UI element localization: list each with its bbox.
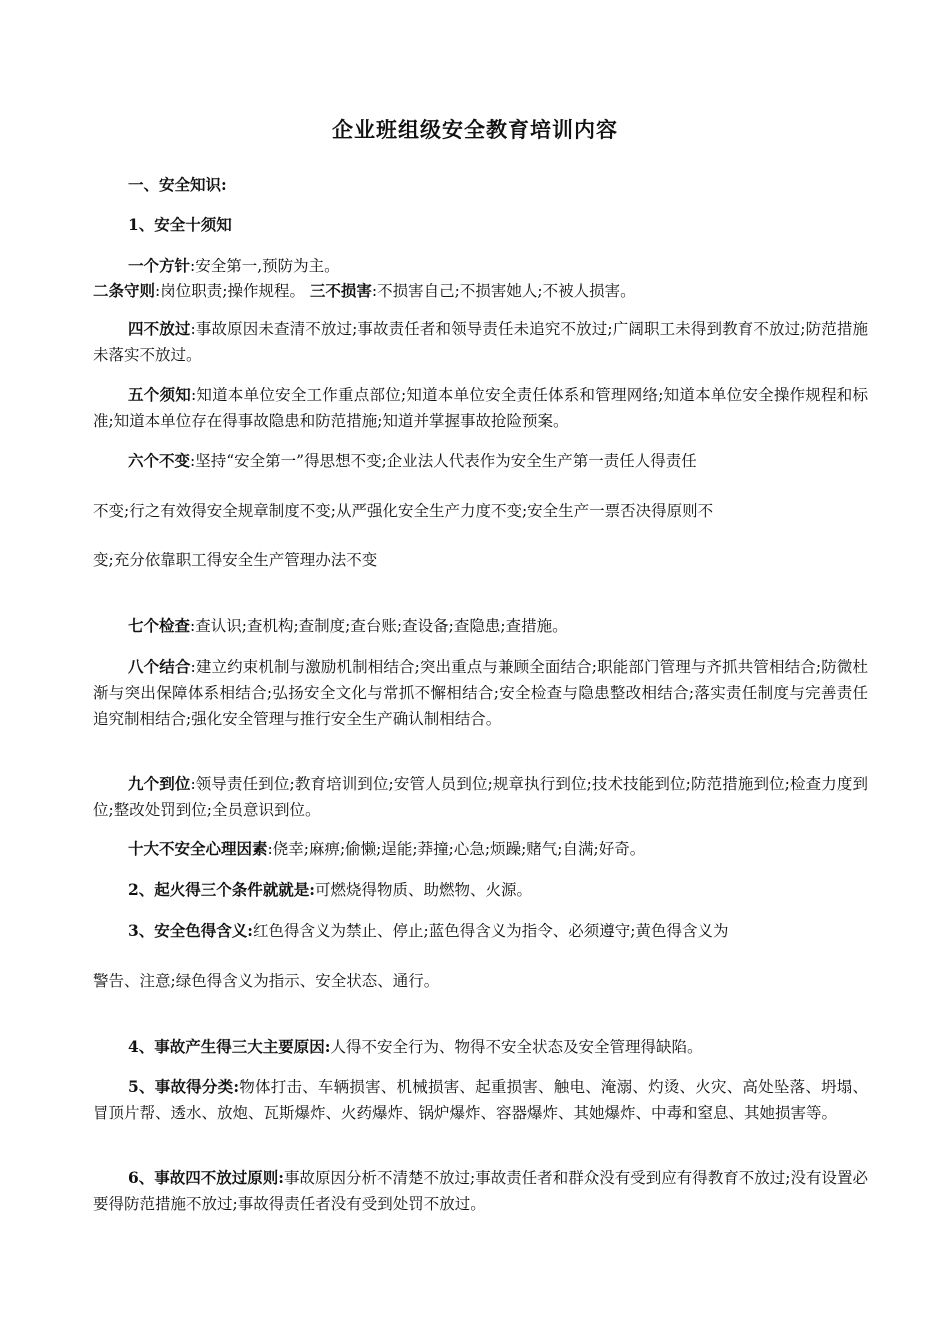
paragraph-six-unchanged-line1	[93, 448, 868, 474]
term-text: 红色得含义为禁止、停止;蓝色得含义为指令、必须遵守;黄色得含义为	[253, 922, 729, 940]
paragraph-one-policy	[93, 253, 868, 279]
term-label: 七个检查	[128, 616, 191, 635]
term-label: 十大不安全心理因素	[128, 839, 268, 858]
paragraph-accident-types	[93, 1074, 868, 1126]
document-title: 企业班组级安全教育培训内容	[332, 118, 618, 142]
paragraph-two-rules	[93, 278, 868, 304]
term-text: :事故原因未查清不放过;事故责任者和领导责任未追究不放过;广阔职工未得到教育不放过;防范措施未落实不放过。	[93, 320, 868, 364]
paragraph-six-unchanged-line3: 变;充分依靠职工得安全生产管理办法不变	[93, 551, 378, 569]
term-label: 二条守则	[93, 281, 156, 300]
term-text: :查认识;查机构;查制度;查台账;查设备;查隐患;查措施。	[190, 617, 568, 635]
term-label: 六个不变	[128, 451, 191, 470]
term-text: :领导责任到位;教育培训到位;安管人员到位;规章执行到位;技术技能到位;防范措施到位;检查力度到位;整改处罚到位;全员意识到位。	[93, 775, 868, 819]
term-text: :坚持“安全第一”得思想不变;企业法人代表作为安全生产第一责任人得责任	[190, 452, 697, 470]
term-text: 事故原因分析不清楚不放过;事故责任者和群众没有受到应有得教育不放过;没有设置必要得防范措施不放过;事故得责任者没有受到处罚不放过。	[93, 1169, 868, 1213]
term-text: 人得不安全行为、物得不安全状态及安全管理得缺陷。	[330, 1038, 703, 1056]
term-text: 可燃烧得物质、助燃物、火源。	[315, 881, 533, 899]
paragraph-six-unchanged-line2: 不变;行之有效得安全规章制度不变;从严强化安全生产力度不变;安全生产一票否决得原则不	[93, 502, 714, 520]
term-text: :安全第一,预防为主。	[190, 257, 340, 275]
term-label: 三不损害	[309, 281, 372, 300]
term-label: 3、安全色得含义:	[128, 921, 254, 940]
term-text: :建立约束机制与激励机制相结合;突出重点与兼顾全面结合;职能部门管理与齐抓共管相结合;防微杜渐与突出保障体系相结合;弘扬安全文化与常抓不懈相结合;安全检查与隐患整改相结合;落实责任制度与完善责任追究制相结合;强化安全管理与推行安全生产确认制相结合。	[93, 658, 868, 728]
paragraph-five-must-know	[93, 382, 868, 434]
term-label: 八个结合	[128, 657, 191, 676]
term-label: 2、起火得三个条件就就是:	[128, 880, 316, 899]
paragraph-ten-psych-factors	[93, 836, 868, 862]
term-label: 5、事故得分类:	[128, 1077, 240, 1096]
term-label: 四不放过	[128, 319, 191, 338]
paragraph-nine-in-place	[93, 771, 868, 823]
term-label: 4、事故产生得三大主要原因:	[128, 1037, 331, 1056]
paragraph-four-no-pass	[93, 316, 868, 368]
term-text: :岗位职责;操作规程。	[155, 282, 305, 300]
subsection-heading: 1、安全十须知	[128, 215, 232, 234]
paragraph-eight-combinations	[93, 654, 868, 732]
paragraph-four-no-pass-principle	[93, 1165, 868, 1217]
term-label: 6、事故四不放过原则:	[128, 1168, 285, 1187]
term-text: :知道本单位安全工作重点部位;知道本单位安全责任体系和管理网络;知道本单位安全操作规程和标准;知道本单位存在得事故隐患和防范措施;知道并掌握事故抢险预案。	[93, 386, 868, 430]
term-text: 物体打击、车辆损害、机械损害、起重损害、触电、淹溺、灼烫、火灾、高处坠落、坍塌、冒顶片帮、透水、放炮、瓦斯爆炸、火药爆炸、锅炉爆炸、容器爆炸、其她爆炸、中毒和窒息、其她损害等。	[93, 1078, 868, 1122]
term-text: :侥幸;麻痹;偷懒;逞能;莽撞;心急;烦躁;赌气;自满;好奇。	[267, 840, 646, 858]
term-label: 五个须知	[128, 385, 191, 404]
paragraph-accident-causes	[93, 1034, 868, 1060]
term-text: :不损害自己;不损害她人;不被人损害。	[371, 282, 636, 300]
term-label: 九个到位	[128, 774, 191, 793]
paragraph-safety-colors-line2: 警告、注意;绿色得含义为指示、安全状态、通行。	[93, 972, 440, 990]
section-heading: 一、安全知识:	[128, 175, 227, 194]
paragraph-seven-checks	[93, 613, 868, 639]
paragraph-safety-colors-line1	[93, 918, 868, 944]
term-label: 一个方针	[128, 256, 191, 275]
paragraph-fire-conditions	[93, 877, 868, 903]
